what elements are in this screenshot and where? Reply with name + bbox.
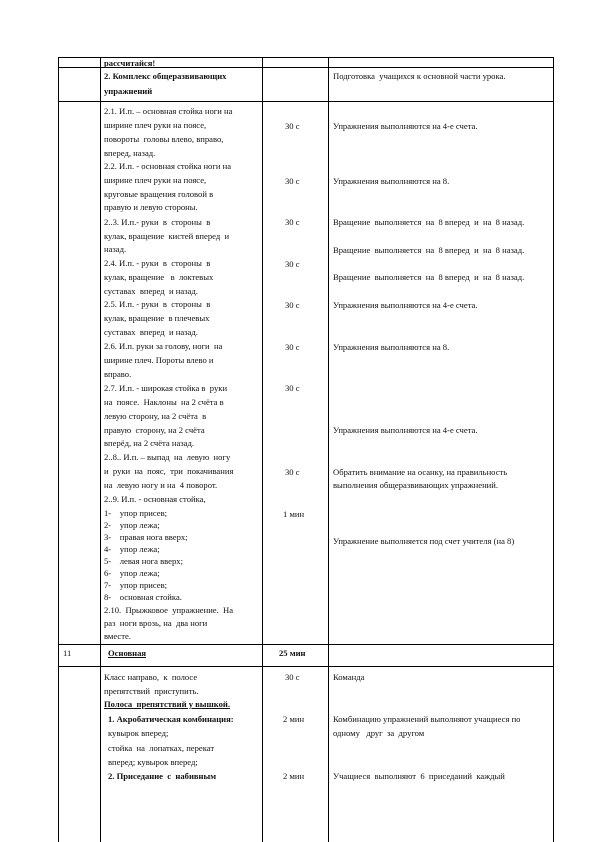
section-duration: 25 мин (279, 648, 306, 658)
duration: 30 с (285, 217, 300, 227)
duration: 30 с (285, 342, 300, 352)
table-border (553, 57, 554, 842)
exercise-line: кулак, вращение в плечевых (104, 313, 210, 323)
exercise-line: кувырок вперед; (108, 728, 169, 738)
exercise-line: круговые вращения головой в (104, 189, 214, 199)
note: Вращение выполняется на 8 вперед и на 8 назад. (333, 217, 525, 227)
exercise-line: вправо. (104, 369, 132, 379)
duration: 2 мин (283, 714, 305, 724)
section-title: Основная (108, 648, 147, 658)
note: одному друг за другом (333, 728, 425, 738)
exercise-line: 2.1. И.п. – основная стойка ноги на (104, 106, 233, 116)
column-divider (100, 57, 101, 842)
exercise-line: назад. (104, 244, 127, 254)
exercise-line: Класс направо, к полосе (104, 672, 198, 682)
cell-text: Подготовка учащихся к основной части урока. (333, 71, 506, 81)
row-divider (58, 644, 553, 645)
exercise-line: повороты головы влево, вправо, (104, 134, 224, 144)
cell-text: 2. Комплекс общеразвивающих (104, 71, 227, 81)
note: Учащиеся выполняют 6 приседаний каждый (333, 771, 505, 781)
note: Упражнения выполняются на 4-е счета. (333, 121, 478, 131)
exercise-line: и руки на пояс, три покачивания (104, 466, 234, 476)
duration: 30 с (285, 259, 300, 269)
exercise-line: вперед, назад. (104, 148, 156, 158)
exercise-line: правую и левую стороны. (104, 202, 198, 212)
note: Обратить внимание на осанку, на правильность (333, 467, 508, 477)
exercise-line: левую сторону, на 2 счёта в (104, 411, 207, 421)
exercise-line: на поясе. Наклоны на 2 счёта в (104, 397, 224, 407)
exercise-line: 2. Приседание с набивным (108, 771, 217, 781)
duration: 30 с (285, 176, 300, 186)
exercise-line: 2.5. И.п. - руки в стороны в (104, 299, 211, 309)
exercise-line: 3- правая нога вверх; (104, 532, 188, 542)
exercise-line: 2.2. И.п. - основная стойка ноги на (104, 161, 232, 171)
column-divider (58, 57, 59, 842)
exercise-line: ширине плеч руки на поясе, (104, 120, 207, 130)
exercise-line: препятствий приступить. (104, 686, 199, 696)
exercise-line: 2..9. И.п. - основная стойка, (104, 494, 206, 504)
section-number: 11 (63, 648, 72, 658)
exercise-line: ширине плеч. Пороты влево и (104, 355, 214, 365)
duration: 2 мин (283, 771, 305, 781)
exercise-line: вперед; кувырок вперед; (108, 757, 198, 767)
exercise-line: кулак, вращение в локтевых (104, 272, 214, 282)
duration: 30 с (285, 383, 300, 393)
column-divider (328, 57, 329, 842)
note: Комбинацию упражнений выполняют учащиеся по (333, 714, 521, 724)
exercise-line: на левую ногу и на 4 поворот. (104, 480, 218, 490)
row-divider (58, 101, 553, 102)
duration: 30 с (285, 121, 300, 131)
exercise-line: 1- упор присев; (104, 508, 168, 518)
note: Упражнения выполняются на 4-е счета. (333, 425, 478, 435)
exercise-line: 2.4. И.п. - руки в стороны в (104, 258, 211, 268)
exercise-line: правую сторону, на 2 счёта (104, 425, 205, 435)
exercise-line: кулак, вращение кистей вперед и (104, 231, 230, 241)
exercise-line: 5- левая нога вверх; (104, 556, 183, 566)
exercise-line: 6- упор лежа; (104, 568, 160, 578)
exercise-heading: Полоса препятствий у вышкой. (104, 699, 230, 709)
exercise-line: 2.10. Прыжковое упражнение. На (104, 605, 234, 615)
note: Упражнения выполняются на 8. (333, 342, 450, 352)
exercise-line: вперёд, на 2 счёта назад. (104, 438, 195, 448)
exercise-line: 7- упор присев; (104, 580, 168, 590)
note: Команда (333, 672, 365, 682)
column-divider (262, 57, 263, 842)
duration: 1 мин (283, 509, 305, 519)
cell-text: рассчитайся! (104, 58, 156, 68)
duration: 30 с (285, 672, 300, 682)
note: Упражнение выполняется под счет учителя (на 8) (333, 536, 515, 546)
note: выполнения общеразвивающих упражнений. (333, 480, 499, 490)
exercise-line: 2.7. И.п. - широкая стойка в руки (104, 383, 228, 393)
exercise-line: суставах вперед и назад. (104, 286, 198, 296)
exercise-line: 8- основная стойка. (104, 592, 182, 602)
exercise-line: 2..3. И.п.- руки в стороны в (104, 217, 211, 227)
exercise-line: раз ноги врозь, на два ноги (104, 618, 208, 628)
exercise-line: 1. Акробатическая комбинация: (108, 714, 234, 724)
cell-text: упражнений (104, 86, 153, 96)
row-divider (58, 666, 553, 667)
exercise-line: суставах вперед и назад. (104, 327, 198, 337)
exercise-line: 2- упор лежа; (104, 520, 160, 530)
exercise-line: вместе. (104, 631, 131, 641)
duration: 30 с (285, 300, 300, 310)
note: Вращение выполняется на 8 вперед и на 8 назад. (333, 272, 525, 282)
exercise-line: стойка на лопатках, перекат (108, 743, 215, 753)
note: Упражнения выполняются на 4-е счета. (333, 300, 478, 310)
note: Вращение выполняется на 8 вперед и на 8 назад. (333, 245, 525, 255)
exercise-line: 2.6. И.п. руки за голову, ноги на (104, 341, 223, 351)
exercise-line: 2..8.. И.п. – выпад на левую ногу (104, 452, 231, 462)
note: Упражнения выполняются на 8. (333, 176, 450, 186)
exercise-line: ширине плеч руки на поясе, (104, 175, 207, 185)
duration: 30 с (285, 467, 300, 477)
exercise-line: 4- упор лежа; (104, 544, 160, 554)
